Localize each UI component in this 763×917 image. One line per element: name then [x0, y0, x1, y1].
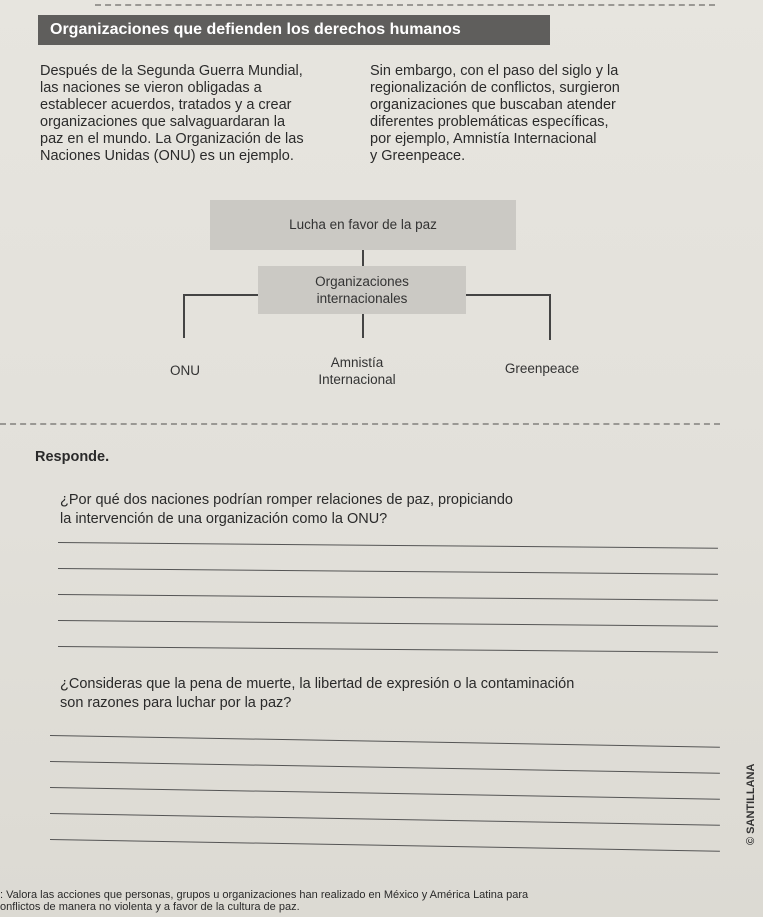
- footer-line: : Valora las acciones que personas, grupos u organizaciones han realizado en México y América Latina para: [0, 889, 529, 901]
- question-1: [60, 491, 720, 529]
- diagram-leaf-onu: ONU: [170, 363, 200, 378]
- intro-line: organizaciones que buscaban atender: [370, 97, 616, 113]
- intro-line: por ejemplo, Amnistía Internacional: [370, 131, 597, 147]
- question-line: ¿Por qué dos naciones podrían romper relaciones de paz, propiciando: [60, 492, 513, 508]
- answer-line[interactable]: [50, 735, 720, 748]
- intro-line: paz en el mundo. La Organización de las: [40, 131, 304, 147]
- intro-line: las naciones se vieron obligadas a: [40, 80, 262, 96]
- answer-line[interactable]: [58, 646, 718, 653]
- copyright-mark: © SANTILLANA: [745, 763, 757, 845]
- answer-line[interactable]: [50, 787, 720, 800]
- intro-line: y Greenpeace.: [370, 148, 466, 164]
- diagram-middle-box: [258, 266, 466, 314]
- diagram-branch-left-drop: [183, 294, 185, 338]
- question-line: la intervención de una organización como la ONU?: [60, 511, 388, 527]
- diagram-branch-right: [466, 294, 550, 296]
- intro-line: Después de la Segunda Guerra Mundial,: [40, 63, 303, 79]
- diagram-branch-center: [362, 314, 364, 338]
- middle-dashed-divider: [0, 423, 720, 425]
- answer-line[interactable]: [58, 568, 718, 575]
- answer-line[interactable]: [58, 620, 718, 627]
- intro-line: regionalización de conflictos, surgieron: [370, 80, 620, 96]
- question-line: ¿Consideras que la pena de muerte, la libertad de expresión o la contaminación: [60, 676, 575, 692]
- diagram-middle-line: Organizaciones: [315, 274, 409, 289]
- question-2: [60, 675, 720, 713]
- top-dashed-divider: [95, 4, 715, 6]
- intro-line: organizaciones que salvaguardaran la: [40, 114, 286, 130]
- diagram-leaf-line: Internacional: [318, 372, 396, 387]
- diagram-leaf-amnistia: [295, 354, 419, 388]
- diagram-branch-left: [183, 294, 258, 296]
- footer-note: [0, 889, 763, 913]
- intro-line: Sin embargo, con el paso del siglo y la: [370, 63, 619, 79]
- answer-line[interactable]: [50, 761, 720, 774]
- diagram-branch-right-drop: [549, 294, 551, 340]
- answer-line[interactable]: [50, 839, 720, 852]
- answer-line[interactable]: [50, 813, 720, 826]
- answer-line[interactable]: [58, 594, 718, 601]
- intro-line: establecer acuerdos, tratados y a crear: [40, 97, 292, 113]
- diagram-leaf-line: Amnistía: [330, 355, 384, 370]
- answer-line[interactable]: [58, 542, 718, 549]
- responde-heading: Responde.: [35, 449, 110, 465]
- page-title: Organizaciones que defienden los derechos humanos: [38, 15, 550, 45]
- diagram-leaf-greenpeace: Greenpeace: [504, 361, 580, 376]
- intro-left-paragraph: [40, 63, 370, 165]
- intro-line: diferentes problemáticas específicas,: [370, 114, 609, 130]
- intro-right-paragraph: [370, 63, 690, 165]
- diagram-middle-line: internacionales: [316, 291, 408, 306]
- footer-line: onflictos de manera no violenta y a favor de la cultura de paz.: [0, 901, 300, 913]
- intro-line: Naciones Unidas (ONU) es un ejemplo.: [40, 148, 294, 164]
- diagram-root-box: Lucha en favor de la paz: [210, 200, 516, 250]
- diagram-connector: [362, 250, 364, 266]
- question-line: son razones para luchar por la paz?: [60, 695, 292, 711]
